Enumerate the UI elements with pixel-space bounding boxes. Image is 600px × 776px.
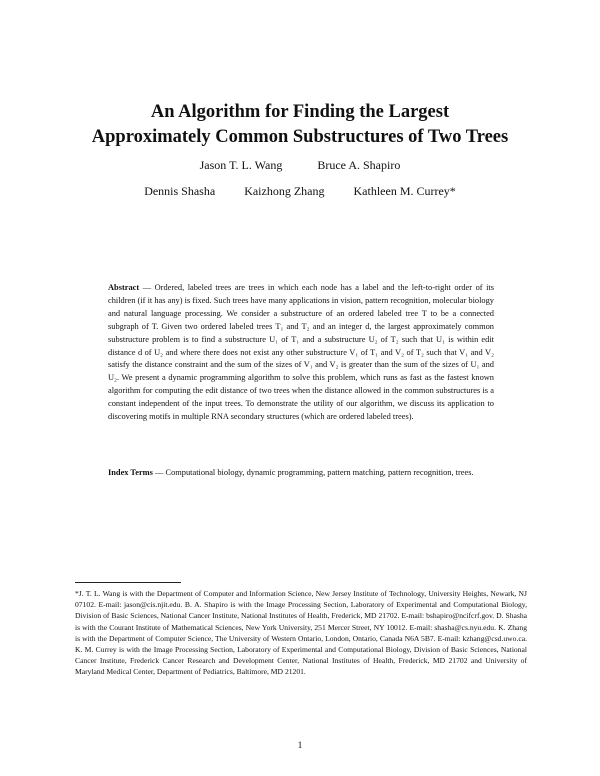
footnote-rule [75,582,181,583]
abstract-label: Abstract [108,283,140,292]
index-terms [108,467,494,480]
authors-row-2 [60,184,540,199]
page-number: 1 [297,741,303,751]
abstract-text: — Ordered, labeled trees are trees in which each node has a label and the left-to-right order of its children (if it has any) is fixed. Such trees have many applications in vision, pattern recognition, molecular biology and natural language processing. We consider a substructure of an ordered labeled tree T to be a connected subgraph of T. Given two ordered labeled trees T₁ and T₂ and an integer d, the largest approximately common substructure problem is to find a substructure U₁ of T₁ and a substructure U₂ of T₂ such that U₁ is within edit distance d of U₂ and where there does not exist any other substructure V₁ of T₁ and V₂ of T₂ such that V₁ and V₂ satisfy the distance constraint and the sum of the sizes of V₁ and V₂ is greater than the sum of the sizes of U₁ and U₂. We present a dynamic programming algorithm to solve this problem, which runs as fast as the fastest known algorithm for computing the edit distance of two trees when the distance allowed in the common substructures is a constant independent of the input trees. To demonstrate the utility of our algorithm, we discuss its application to discovering motifs in multiple RNA secondary structures (which are ordered labeled trees). [108,283,495,422]
author-footnote: *J. T. L. Wang is with the Department of Computer and Information Science, New Jersey Institute of Technology, University Heights, Newark, NJ 07102. E-mail: jason@cis.njit.edu. B. A. Shapiro is with the Image Processing Section, Laboratory of Experimental and Computational Biology, Division of Basic Sciences, National Cancer Institute, National Institutes of Health, Frederick, MD 21702. E-mail: bshapiro@ncifcrf.gov. D. Shasha is with the Courant Institute of Mathematical Sciences, New York University, 251 Mercer Street, NY 10012. E-mail: shasha@cs.nyu.edu. K. Zhang is with the Department of Computer Science, The University of Western Ontario, London, Ontario, Canada N6A 5B7. E-mail: kzhang@csd.uwo.ca. K. M. Currey is with the Image Processing Section, Laboratory of Experimental and Computational Biology, Division of Basic Sciences, National Cancer Institute, Frederick Cancer Research and Development Center, National Institutes of Health, Frederick, MD 21702 and University of Maryland Medical Center, Department of Pediatrics, Baltimore, MD 21201. [75,589,527,677]
authors-row-1 [60,158,540,173]
author-name: Kaizhong Zhang [244,184,325,198]
author-name: Dennis Shasha [144,184,216,198]
paper-title [60,100,540,150]
index-terms-text: — Computational biology, dynamic programming, pattern matching, pattern recognition, trees. [155,468,474,477]
abstract [108,282,494,424]
index-terms-label: Index Terms [108,468,153,477]
author-name: Jason T. L. Wang [199,158,283,172]
author-name: Kathleen M. Currey* [353,184,456,198]
title-line-2: Approximately Common Substructures of Two Trees [91,127,509,147]
author-name: Bruce A. Shapiro [317,158,401,172]
title-line-1: An Algorithm for Finding the Largest [150,102,450,122]
